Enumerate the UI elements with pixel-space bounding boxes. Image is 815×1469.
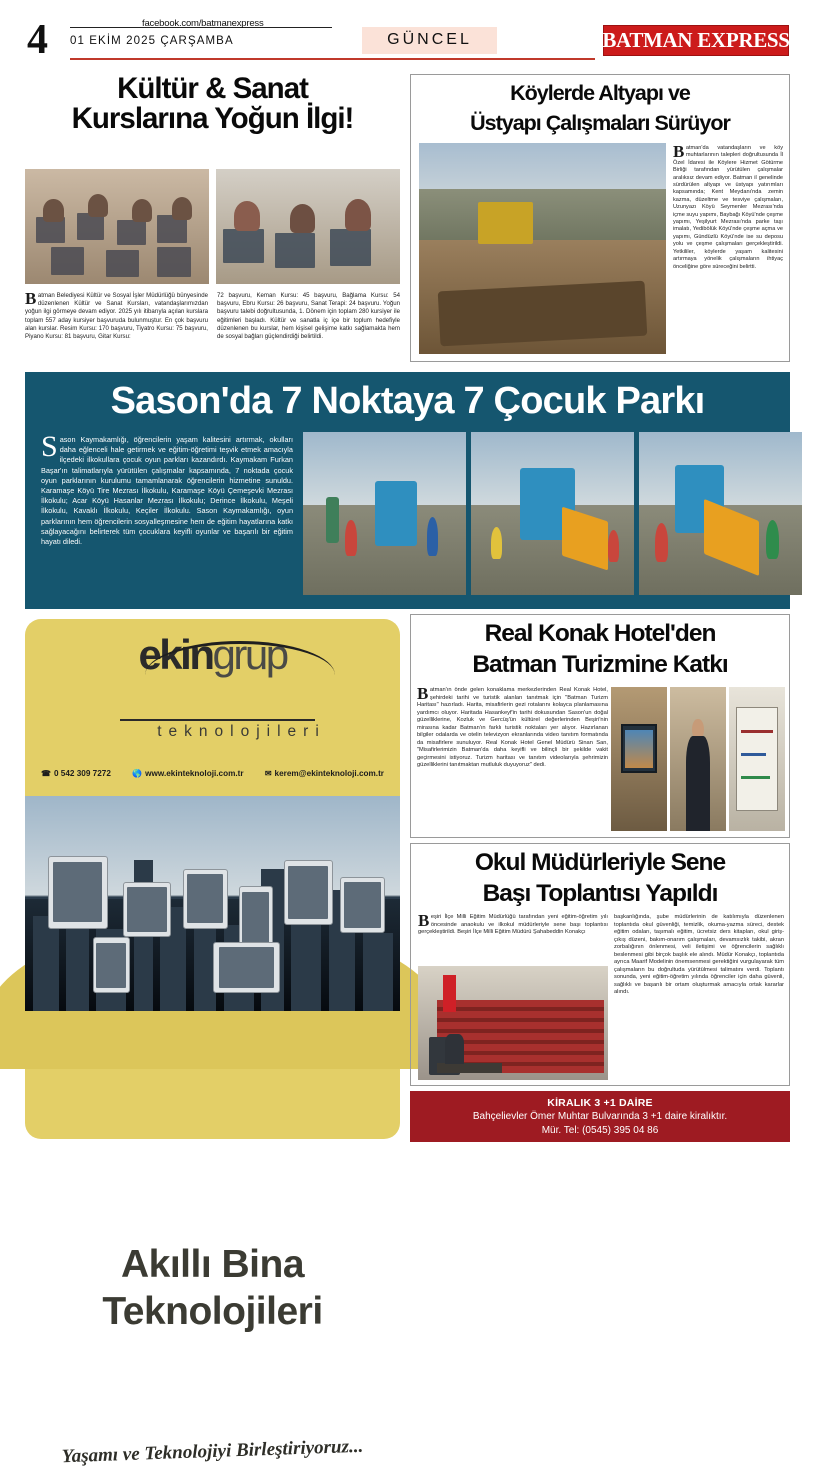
article-kultur-sanat[interactable] [25, 74, 400, 364]
headline-koyler-line2: Üstyapı Çalışmaları Sürüyor [470, 110, 730, 135]
headline-kultur-line2: Kurslarına Yoğun İlgi! [71, 102, 354, 136]
photo-smart-building-devices [25, 796, 400, 1011]
device-panel-1 [123, 882, 172, 938]
headline-kultur-line1: Kültür & Sanat [117, 72, 308, 105]
article-koyler-body [673, 142, 783, 271]
headline-konak-line2: Batman Turizmine Katkı [472, 650, 728, 678]
phone-icon: ☎ [41, 768, 51, 778]
article-kultur-photos [25, 169, 400, 284]
presenter-table [437, 1063, 502, 1073]
advertisement-ekin-grup[interactable] [25, 619, 400, 1467]
device-tablet-2 [213, 942, 281, 994]
photo-playground-2 [471, 432, 634, 595]
ekin-logo-subtitle: teknolojileri [157, 722, 326, 740]
article-okul-text-left: Beşiri İlçe Milli Eğitim Müdürlüğü tarafından yeni eğitim-öğretim yılı öncesinde anaokulu ve ilkokul müdürleriyle sene başı toplantısı gerçekleştirildi. Beşiri İlçe Milli Eğitim Müdürü Şahabeddin Konakçı [418, 911, 608, 935]
article-koyler-text: Batman'da vatandaşların ve köy muhtarlarının talepleri doğrultusunda İl Özel İdaresi ile Köylere Hizmet Götürme Birliği tarafından yürütülen çalışmalar aralıksız devam ediyor. Batman il genelinde sürdürülen altyapı ve üstyapı yatırımları kapsamında; Kent Meydanı'nda zemin kazma, düzeltme ve tesviye çalışmaları, Uzunyazı Köyü Seymenler Mezrası'nda içme suyu yapımı, Baybağı Köyü'nde çeşme yapımı, Yeşilyurt Mezrası'nda parke taşı imalatı, Yedibölük Köyü'nde çeşme açma ve yapımı, Gündüzlü Köyü'nde ise su deposu yolu ve çeşme çalışmaları gerçekleştirildi. Yetkililer, köylerde yaşam kalitesini artırmaya yönelik çalışmaların ihtiyaç önceliğine göre süreceğini belirtti. [673, 142, 783, 270]
kiralik-description: Bahçelievler Ömer Muhtar Bulvarında 3 +1 daire kiralıktır. [472, 1111, 728, 1122]
headline-okul-line2: Başı Toplantısı Yapıldı [482, 879, 718, 907]
masthead [0, 0, 815, 68]
headline-sason: Sason'da 7 Noktaya 7 Çocuk Parkı [110, 380, 705, 422]
ekin-logo-thin: grup [212, 631, 287, 678]
ekin-contact-bar [35, 769, 390, 778]
masthead-red-rule [70, 58, 595, 60]
device-tablet-1 [48, 856, 108, 929]
kiralik-title: KİRALIK 3 +1 DAİRE [547, 1097, 653, 1109]
ekin-logo-rule [120, 719, 315, 721]
photo-playground-3 [639, 432, 802, 595]
logo-word-express: EXPRESS [697, 28, 790, 52]
article-konak-text: Batman'ın önde gelen konaklama merkezlerinden Real Konak Hotel, şehirdeki tarihi ve turistik alanları tanıtmak için "Batman Turizm Haritası" hazırladı. Harita, misafirlerin gezi rotalarını kolayca planlamasına yardımcı oluyor. Haritada Hasankeyf'in tarihi dokusundan Sason'un doğal güzelliklerine, Kozluk ve Gercüş'ün kültürel değerlerinden Beşiri'nin mirasına kadar Batman'ın farklı turistik noktaları yer alıyor. Hazırlanan bilgiler odalarda ve otelin televizyon ekranlarında video tanıtım formatında da misafirlere sunuluyor. Real Konak Hotel Genel Müdürü Sinan San, "Misafirlerimizin Batman'da daha keyifli ve bilinçli bir şekilde vakit geçirmesini istiyoruz. Turizm haritası ve tanıtım videolarıyla şehrimizin güzelliklerini tanıtmaktan mutluluk duyuyoruz" dedi. [417, 684, 608, 768]
device-panel-4 [340, 877, 385, 933]
article-konak-photos [611, 687, 785, 831]
device-panel-2 [183, 869, 228, 929]
ekin-slogan: Yaşamı ve Teknolojiyi Birleştiriyoruz... [61, 1435, 364, 1467]
ekin-logo [25, 633, 400, 677]
ekin-email-text: kerem@ekinteknoloji.com.tr [274, 768, 384, 778]
photo-course-classroom-2 [216, 169, 400, 284]
facebook-handle[interactable]: facebook.com/batmanexpress [142, 18, 264, 29]
banner-sason-parks[interactable] [25, 372, 790, 609]
device-phone-1 [239, 886, 273, 951]
ekin-logo-bold: ekin [138, 631, 213, 678]
photo-hotel-manager [670, 687, 726, 831]
photo-village-excavation [419, 143, 666, 354]
section-title: GÜNCEL [387, 31, 472, 48]
banner-sason-body: Sason Kaymakamlığı, öğrencilerin yaşam kalitesini artırmak, okulları daha eğlenceli hale getirmek ve eğitim-öğretimi teşvik etmek amacıyla ilçedeki ilkokullara çocuk oyun parkları kazandırdı. Kaymakam Furkan Başar'ın talimatlarıyla yürütülen çalışmalar kapsamında, 7 noktada çocuk oyun parklarının kurulumu tamamlanarak öğrencilerin hizmetine sunuldu. Karamaşe Köyü Tire Mezrası İlkokulu, Karamaşe Köyü Çemeşevki Mezrası İlkokulu; Acar Köyü Hasanlar Mezrası İlkokulu; Derince İlkokulu, Meşeli İlkokulu, Kavaklı İlkokulu, Keçiler İlkokulu. Sason Kaymakamlığı, oyun parklarının hem öğrencilerin sosyalleşmesine hem de eğitim hayatlarına katkı sağlayacağını belirterek tüm çocuklara keyifli oyunlar ve başarılı bir eğitim hayatı diledi. [41, 430, 293, 547]
photo-playground-1 [303, 432, 466, 595]
article-okul-body-right [614, 914, 784, 997]
device-panel-3 [284, 860, 333, 925]
article-okul-mudurleri[interactable] [410, 843, 790, 1086]
device-phone-2 [93, 937, 131, 993]
headline-okul-line1: Okul Müdürleriyle Sene [474, 849, 726, 876]
banner-sason-photos [303, 432, 803, 595]
page-number: 4 [27, 17, 48, 63]
ekin-website-text: www.ekinteknoloji.com.tr [145, 768, 244, 778]
ekin-phone[interactable] [41, 769, 111, 778]
ekin-phone-text: 0 542 309 7272 [53, 768, 111, 778]
ekin-ad-title [25, 1241, 400, 1335]
article-koyler-altyapi[interactable] [410, 74, 790, 362]
article-real-konak-hotel[interactable] [410, 614, 790, 838]
ekin-title-line1: Akıllı Bina [120, 1242, 305, 1286]
ekin-title-line2: Teknolojileri [102, 1289, 323, 1333]
ekin-email[interactable] [265, 769, 384, 778]
headline-konak-line1: Real Konak Hotel'den [484, 620, 716, 647]
article-konak-body [417, 684, 608, 770]
article-okul-body-left [418, 911, 608, 937]
tv-screen-1 [621, 724, 657, 773]
article-okul-text-right: başkanlığında, şube müdürlerinin de katılımıyla düzenlenen toplantıda okul güvenliği, temizlik, okuma-yazma süreci, destek eğitim odaları, taşımalı eğitim, ücretsiz ders kitapları, okul giriş-çıkış düzeni, bakım-onarım çalışmaları, devamsızlık takibi, akran zorbalığının önlenmesi, veli iletişimi ve öğrencilerin sağlıklı beslenmesi gibi birçok başlık ele alındı. Müdür Konakçı, toplantıda ayrıca Maarif Modelinin önemsenmesi gerektiğini vurgulayarak tüm çalışmaların bu doğrultuda yürütülmesi talimatını verdi. Toplantı sonunda, yeni eğitim-öğretim yılında öğrenciler için daha güvenli, sağlıklı ve başarılı bir ortam oluşturmak amacıyla ortak kararlar alındı. [614, 914, 784, 995]
headline-koyler-line1: Köylerde Altyapı ve [510, 81, 690, 105]
article-kultur-body [25, 289, 400, 341]
photo-tourism-map [729, 687, 785, 831]
ekin-website[interactable] [132, 769, 243, 778]
article-kultur-col2: 72 başvuru, Keman Kursu: 45 başvuru, Bağlama Kursu: 54 başvuru, Ebru Kursu: 26 başvuru, Sanat Terapi: 24 başvuru. Yoğun başvuru talebi doğrultusunda, 1. Dönem için toplam 280 kursiyer ile eğitimleri başladı. Kültür ve sanatla iç içe bir toplum hedefiyle düzenlenen bu kurslar, hem kişisel gelişime katkı sağlamakta hem de sosyal bağları güçlendirdiği belirtildi. [217, 292, 400, 341]
article-kultur-col1: Batman Belediyesi Kültür ve Sosyal İşler Müdürlüğü bünyesinde düzenlenen Kültür ve Sanat Kursları, vatandaşlarımızdan yoğun ilgi görmeye devam ediyor. 2025 yılı itibarıyla açılan kurslara toplam 557 aday kursiyer başvuruda bulunmuştur. En çok başvuru alan kurslar. Resim Kursu: 170 başvuru, Tiyatro Kursu: 75 başvuru, Piyano Kursu: 81 başvuru, Gitar Kursu: [25, 289, 208, 341]
logo-word-batman: BATMAN [602, 28, 693, 52]
kiralik-phone: Mür. Tel: (0545) 395 04 86 [541, 1125, 659, 1136]
globe-icon: 🌎 [132, 768, 143, 778]
photo-hotel-lobby [611, 687, 667, 831]
photo-course-classroom-1 [25, 169, 209, 284]
advertisement-kiralik-daire[interactable] [410, 1091, 790, 1142]
photo-school-meeting-auditorium [418, 966, 608, 1080]
mail-icon: ✉ [264, 768, 272, 778]
turkish-flag [443, 975, 456, 1011]
publication-date: 01 EKİM 2025 ÇARŞAMBA [70, 35, 234, 47]
newspaper-logo[interactable] [603, 25, 789, 56]
logo-text [602, 28, 789, 53]
